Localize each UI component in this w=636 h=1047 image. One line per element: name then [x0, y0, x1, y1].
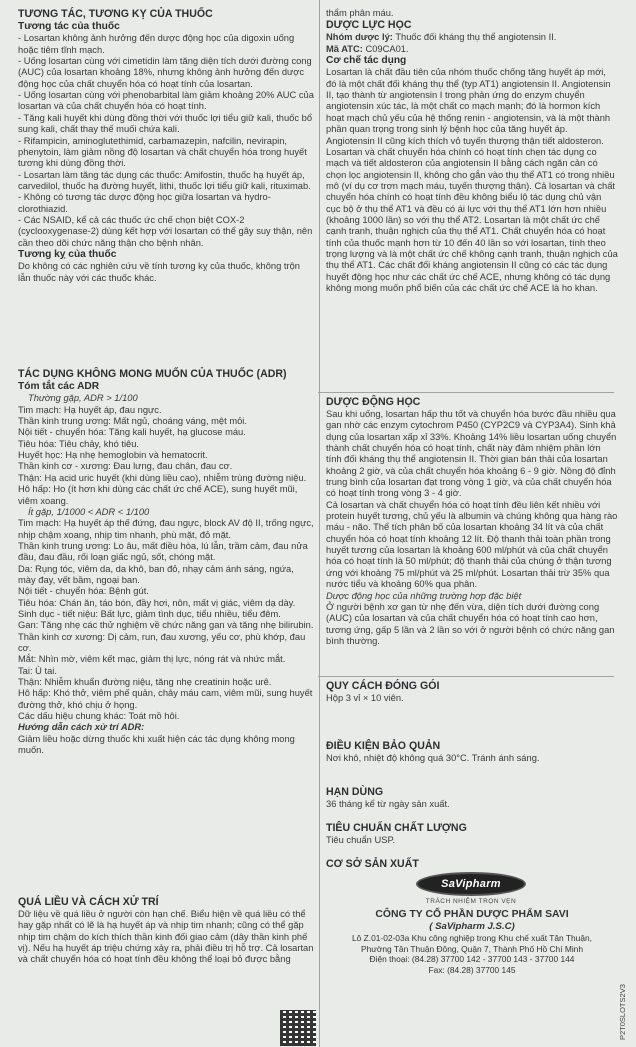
expiry-title: HẠN DÙNG — [326, 786, 384, 798]
adr-common-header: Thường gặp, ADR > 1/100 — [28, 393, 138, 404]
manufacturer-section — [326, 858, 618, 1018]
standard-section — [326, 822, 618, 846]
interaction-para: - Tăng kali huyết khi dùng đồng thời với thuốc lợi tiểu giữ kali, thuốc bổ sung kali, chất thay thế muối chứa kali. — [18, 112, 313, 135]
packing-title: QUY CÁCH ĐÓNG GÓI — [326, 680, 440, 692]
atc-label: Mã ATC: — [326, 43, 363, 54]
pk-para: Sau khi uống, losartan hấp thu tốt và chuyển hóa bước đầu nhiều qua gan nhờ các enzym cytochrom P450 (CYP2C9 và CYP3A4). Sinh khả dụng của losartan xấp xỉ 33%. Khoảng 14% liều losartan uống chuyển thành chất chuyển hóa có hoạt tính, chất này đảm nhiệm phần lớn tính đối kháng thụ thể angiotensin II. Thời gian bán thải của losartan khoảng 2 giờ, và của chất chuyển hóa khoảng 6 - 9 giờ. Nồng độ đỉnh trung bình của losartan đạt trong vòng 1 giờ, và của chất chuyển hóa có hoạt tính trong vòng 3 - 4 giờ. — [326, 409, 617, 499]
adr-section — [18, 368, 314, 756]
adr-item: Gan: Tăng nhẹ các thử nghiệm về chức năng gan và tăng nhẹ bilirubin. — [18, 620, 314, 631]
adr-item: Thần kinh trung ương: Lo âu, mất điều hòa, lú lẫn, trầm cảm, đau nửa đầu, đau đầu, rối loạn giấc ngủ, sốt, chóng mặt. — [18, 540, 308, 563]
adr-title: TÁC DỤNG KHÔNG MONG MUỐN CỦA THUỐC (ADR) — [18, 368, 287, 380]
column-divider — [319, 0, 320, 1047]
adr-item: Tim mạch: Hạ huyết áp thế đứng, đau ngực, block AV độ II, trống ngực, nhịp chậm xoang, nhịp tim nhanh, phù mặt, đỏ mặt. — [18, 518, 314, 540]
packing-text: Hộp 3 vỉ × 10 viên. — [326, 693, 404, 703]
manufacturer-title: CƠ SỞ SẢN XUẤT — [326, 858, 419, 870]
overdose-section — [18, 896, 314, 966]
pd-title: DƯỢC LỰC HỌC — [326, 19, 412, 32]
datamatrix-code — [280, 1010, 316, 1046]
adr-item: Hô hấp: Khó thở, viêm phế quản, chảy máu cam, viêm mũi, sung huyết đường thở, khó chịu ở họng. — [18, 688, 313, 710]
interactions-subtitle: Tương tác của thuốc — [18, 21, 120, 32]
adr-item: Tiêu hóa: Tiêu chảy, khó tiêu. — [18, 438, 140, 449]
adr-item: Các dấu hiệu chung khác: Toát mồ hôi. — [18, 711, 180, 722]
company-phone: Điện thoại: (84.28) 37700 142 - 37700 143 - 37700 144 — [369, 954, 575, 965]
adr-item: Da: Rụng tóc, viêm da, da khô, ban đỏ, nhạy cảm ánh sáng, ngứa, mày đay, vết bầm, ngoại ban. — [18, 563, 294, 585]
adr-item: Hô hấp: Ho (ít hơn khi dùng các chất ức chế ACE), sung huyết mũi, viêm xoang. — [18, 484, 298, 506]
storage-title: ĐIỀU KIỆN BẢO QUẢN — [326, 740, 441, 752]
adr-subtitle: Tóm tắt các ADR — [18, 381, 100, 392]
packing-section — [326, 680, 618, 704]
company-fax: Fax: (84.28) 37700 145 — [428, 964, 516, 975]
side-print-code: P2T0SLOTS2V3 — [618, 984, 627, 1040]
overdose-title: QUÁ LIỀU VÀ CÁCH XỬ TRÍ — [18, 896, 159, 908]
adr-item: Tiêu hóa: Chán ăn, táo bón, đầy hơi, nôn, mất vị giác, viêm dạ dày. — [18, 597, 296, 608]
mechanism-title: Cơ chế tác dụng — [326, 55, 407, 67]
pk-special-text: Ở người bệnh xơ gan từ nhẹ đến vừa, diện tích dưới đường cong (AUC) của losartan và của chất chuyển hóa có hoạt tính cao hơn, tương ứng, gấp 5 lần và 2 lần so với ở người bệnh có chức năng gan bình thường. — [326, 601, 615, 646]
adr-item: Nội tiết - chuyển hóa: Bệnh gút. — [18, 586, 149, 597]
pharmacodynamics-section — [326, 8, 618, 294]
mechanism-para: Losartan là chất đầu tiên của nhóm thuốc chống tăng huyết áp mới, đó là một chất đối kháng thụ thể (typ AT1) angiotensin II. Angiotensin II, tạo thành từ angiotensin I trong phản ứng do enzym chuyển angiotensin xúc tác, là một chất co mạch mạnh; đó là hormon kích hoạt mạch chủ yếu của hệ thống renin - angiotensin, và là một thành phần quan trọng trong sinh lý bệnh học của tăng huyết áp. Angiotensin II cũng kích thích vỏ tuyến thượng thận tiết aldosteron. — [326, 67, 611, 146]
logo-text: SaVipharm — [416, 872, 526, 896]
overdose-text: Dữ liệu về quá liều ở người còn hạn chế. Biểu hiện về quá liều có thể hay gặp nhất có lẽ là hạ huyết áp và nhịp tim nhanh; cũng có thể gặp nhịp tim chậm do kích thích thần kinh đối giao cảm (dây thần kinh phế vị). Nếu hạ huyết áp triệu chứng xảy ra, phải điều trị hỗ trợ. Cả losartan và chất chuyển hóa có hoạt tính đều không thể loại bỏ được bằng — [18, 909, 314, 965]
mechanism-para: Losartan và chất chuyển hóa chính có hoạt tính chẹn tác dụng co mạch và tiết aldosteron của angiotensin II bằng cách ngăn cản có chọn lọc angiotensin II, không cho gắn vào thụ thể AT1 có trong nhiều mô (ví dụ cơ trơn mạch máu, tuyến thượng thận). Cả losartan và chất chuyển hóa chính có hoạt tính đều không biểu lộ tác dụng chủ vận cục bộ ở thụ thể AT1 và đều có ái lực với thụ thể AT1 lớn hơn nhiều (khoảng 1000 lần) so với thụ thể AT2. Losartan là một chất ức chế cạnh tranh, thuận nghịch của thụ thể AT1. Chất chuyển hóa có hoạt tính của thuốc mạnh hơn từ 10 đến 40 lần so với losartan, tính theo trọng lượng và là một chất ức chế không cạnh tranh, thuận nghịch của thụ thể AT1. Các chất đối kháng angiotensin II cũng có các tác dụng huyết động học như các chất ức chế ACE, nhưng không có tác dụng không mong muốn phổ biến của các chất ức chế ACE là ho khan. — [326, 146, 618, 293]
company-short-name: ( SaVipharm J.S.C) — [429, 921, 515, 932]
interaction-para: - Uống losartan cùng với cimetidin làm tăng diện tích dưới đường cong (AUC) của losartan khoảng 18%, nhưng không ảnh hưởng đến dược động học của chất chuyển hóa có hoạt tính của losartan. — [18, 56, 312, 89]
interaction-para: - Uống losartan cùng với phenobarbital làm giảm khoảng 20% AUC của losartan và của chất chuyển hóa có hoạt tính. — [18, 90, 314, 112]
adr-item: Tai: Ù tai. — [18, 665, 57, 676]
pk-para: Cả losartan và chất chuyển hóa có hoạt tính đều liên kết nhiều với protein huyết tương, chủ yếu là albumin và chúng không qua hàng rào máu - não. Thể tích phân bố của losartan khoảng 34 lít và của chất chuyển hóa có hoạt tính khoảng 12 lít. Độ thanh thải toàn phần trong huyết tương của losartan là khoảng 600 ml/phút và của chất chuyển hóa có hoạt tính là 50 ml/phút; độ thanh thải của chúng ở thận tương ứng với khoảng 75 ml/phút và 25 ml/phút. Losartan thải trừ 35% qua nước tiểu và khoảng 60% qua phân. — [326, 499, 618, 590]
continued-text: thẩm phân máu. — [326, 8, 394, 18]
interaction-para: - Các NSAID, kể cả các thuốc ức chế chọn biệt COX-2 (cyclooxygenase-2) dùng kết hợp với losartan có thể gây suy thận, nên cần theo dõi chức năng thận cho bệnh nhân. — [18, 214, 313, 248]
adr-item: Nội tiết - chuyển hóa: Tăng kali huyết, hạ glucose máu. — [18, 427, 246, 438]
interaction-para: - Không có tương tác dược động học giữa losartan và hydro-clorothiazid. — [18, 192, 271, 214]
interactions-title: TƯƠNG TÁC, TƯƠNG KỴ CỦA THUỐC — [18, 8, 213, 20]
adr-uncommon-header: Ít gặp, 1/1000 < ADR < 1/100 — [28, 506, 150, 517]
incompatibility-text: Do không có các nghiên cứu về tính tương kỵ của thuốc, không trộn lẫn thuốc này với các thuốc khác. — [18, 261, 300, 283]
storage-section — [326, 740, 618, 764]
interaction-para: - Losartan làm tăng tác dụng các thuốc: Amifostin, thuốc hạ huyết áp, carvedilol, thuốc hạ đường huyết, lithi, thuốc lợi tiểu giữ kali, rituximab. — [18, 169, 311, 191]
adr-item: Sinh dục - tiết niệu: Bất lực, giảm tình dục, tiểu nhiều, tiểu đêm. — [18, 608, 281, 619]
standard-title: TIÊU CHUẨN CHẤT LƯỢNG — [326, 822, 467, 834]
standard-text: Tiêu chuẩn USP. — [326, 835, 396, 845]
savipharm-logo — [416, 872, 526, 898]
adr-guide-text: Giảm liều hoặc dừng thuốc khi xuất hiện các tác dụng không mong muốn. — [18, 733, 295, 756]
adr-item: Thận: Hạ acid uric huyết (khi dùng liều cao), nhiễm trùng đường niệu. — [18, 472, 307, 483]
right-column — [326, 0, 618, 1047]
interaction-para: - Rifampicin, aminoglutethimid, carbamazepin, nafcilin, nevirapin, phenytoin, làm giảm nồng độ losartan và chất chuyển hóa trong huyết tương khi dùng đồng thời. — [18, 135, 307, 169]
incompatibility-subtitle: Tương kỵ của thuốc — [18, 248, 117, 260]
company-address: Lô Z.01-02-03a Khu công nghiệp trong Khu chế xuất Tân Thuận, — [352, 933, 592, 943]
company-name: CÔNG TY CỔ PHẦN DƯỢC PHẨM SAVI — [375, 909, 569, 920]
pd-group-label: Nhóm dược lý: — [326, 32, 393, 43]
left-column — [18, 0, 314, 1047]
adr-item: Thần kinh cơ - xương: Đau lưng, đau chân, đau cơ. — [18, 461, 233, 472]
interactions-section — [18, 8, 314, 284]
adr-item: Huyết học: Hạ nhẹ hemoglobin và hematocrit. — [18, 450, 208, 461]
adr-item: Thần kinh cơ xương: Dị cảm, run, đau xương, yếu cơ, phù khớp, đau cơ. — [18, 631, 306, 653]
section-divider — [318, 676, 614, 677]
adr-item: Mắt: Nhìn mờ, viêm kết mạc, giảm thị lực, nóng rát và nhức mắt. — [18, 654, 286, 665]
adr-item: Thần kinh trung ương: Mất ngủ, choáng váng, mệt mỏi. — [18, 416, 247, 427]
expiry-text: 36 tháng kể từ ngày sản xuất. — [326, 799, 450, 809]
pd-group-value: Thuốc đối kháng thụ thể angiotensin II. — [392, 32, 557, 43]
atc-value: C09CA01. — [362, 43, 409, 54]
adr-item: Tim mạch: Hạ huyết áp, đau ngực. — [18, 404, 162, 415]
logo-tagline: TRÁCH NHIỆM TRỌN VẸN — [425, 898, 517, 905]
storage-text: Nơi khô, nhiệt độ không quá 30°C. Tránh ánh sáng. — [326, 753, 540, 763]
pk-special-header: Dược động học của những trường hợp đặc biệt — [326, 590, 522, 601]
pharmacokinetics-section — [326, 396, 618, 647]
expiry-section — [326, 786, 618, 810]
adr-item: Thận: Nhiễm khuẩn đường niệu, tăng nhẹ creatinin hoặc urê. — [18, 677, 272, 687]
section-divider — [318, 392, 614, 393]
interaction-para: - Losartan không ảnh hưởng đến dược động học của digoxin uống hoặc tiêm tĩnh mạch. — [18, 33, 295, 55]
pk-title: DƯỢC ĐỘNG HỌC — [326, 396, 421, 408]
adr-guide-header: Hướng dẫn cách xử trí ADR: — [18, 722, 145, 733]
company-address: Phường Tân Thuận Đông, Quận 7, Thành Phố Hồ Chí Minh — [360, 943, 583, 954]
